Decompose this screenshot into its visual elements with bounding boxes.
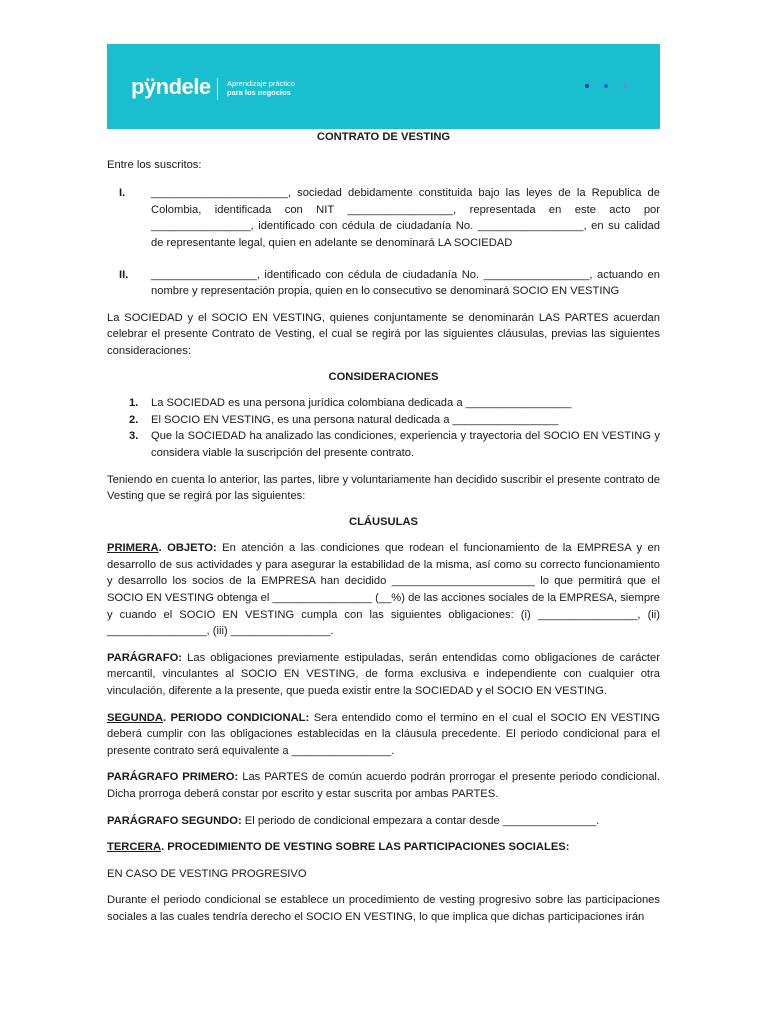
party-text: ______________________, sociedad debidamente constituida bajo las leyes de la Republica de Colombia, identificada con NIT _________________, representada en este acto por ________________, identificado con cédula de ciudadanía No. _________________, en su calidad de representante legal, quien en adelante se denominará LA SOCIEDAD	[151, 187, 660, 249]
brand-banner	[107, 44, 660, 129]
whereas-paragraph: Teniendo en cuenta lo anterior, las partes, libre y voluntariamente han decidido suscribir el presente contrato de Vesting que se regirá por las siguientes:	[107, 473, 660, 503]
contract-document	[107, 129, 660, 926]
clause-subtitle: . PERIODO CONDICIONAL:	[162, 711, 310, 724]
decorative-dot-icon	[623, 84, 627, 88]
clause-label: TERCERA	[107, 841, 162, 854]
tagline	[227, 79, 295, 97]
paragraph-first	[107, 769, 660, 802]
clause-third	[107, 839, 660, 856]
paragraph-label: PARÁGRAFO SEGUNDO:	[107, 814, 242, 827]
paragraph-text: El periodo de condicional empezara a contar desde _______________.	[241, 814, 600, 827]
party-number: I.	[119, 187, 126, 200]
list-item	[107, 412, 660, 429]
list-item	[107, 428, 660, 461]
clause-text: En atención a las condiciones que rodean el funcionamiento de la EMPRESA y en desarrollo de sus actividades y para asegurar la estabilidad de la misma, así como su correcto funcionamiento y desarrollo los socios de la EMPRESA han decidido _______________________ lo que permitirá que el SOCIO EN VESTING obtenga el ________________ (__%) de las acciones sociales de la EMPRESA, siempre y cuando el SOCIO EN VESTING cumpla con las siguientes obligaciones: (i) ________________, (ii) ________________, (iii) ________________.	[107, 542, 660, 638]
paragraph-clause	[107, 650, 660, 700]
party-text: _________________, identificado con cédula de ciudadanía No. _________________, actuando en nombre y representación propia, quien en lo consecutivo se denominará SOCIO EN VESTING	[151, 268, 660, 298]
clause-second	[107, 710, 660, 760]
paragraph-second	[107, 813, 660, 830]
document-title: CONTRATO DE VESTING	[316, 131, 451, 143]
considerations-heading: CONSIDERACIONES	[328, 370, 439, 383]
list-number: 3.	[129, 430, 139, 443]
party-item	[107, 267, 660, 300]
paragraph-label: PARÁGRAFO PRIMERO:	[107, 771, 239, 784]
tagline-line-2: para los negocios	[227, 88, 291, 97]
decorative-dot-icon	[585, 84, 589, 88]
paragraph-text: Las PARTES de común acuerdo podrán prorrogar el presente periodo condicional. Dicha prorroga deberá constar por escrito y estar suscrita por ambas PARTES.	[107, 771, 661, 800]
paragraph-label: PARÁGRAFO:	[107, 651, 182, 664]
intro-text: Entre los suscritos:	[107, 158, 202, 171]
paragraph-text: Las obligaciones previamente estipuladas, serán entendidas como obligaciones de carácter mercantil, vinculantes al SOCIO EN VESTING, de forma exclusiva e independiente con cualquier otra vinculación, diferente a la presente, que pueda existir entre la SOCIEDAD y el SOCIO EN VESTING.	[107, 651, 660, 698]
clause-label: SEGUNDA	[107, 711, 163, 724]
progressive-vesting-heading: EN CASO DE VESTING PROGRESIVO	[107, 867, 307, 880]
clause-subtitle: . PROCEDIMIENTO DE VESTING SOBRE LAS PARTICIPACIONES SOCIALES:	[161, 841, 570, 854]
clause-subtitle: . OBJETO:	[158, 542, 217, 555]
list-item	[107, 395, 660, 412]
clause-label: PRIMERA	[107, 542, 159, 555]
party-number: II.	[119, 268, 129, 281]
progressive-vesting-paragraph: Durante el periodo condicional se establece un procedimiento de vesting progresivo sobre las participaciones sociales a las cuales tendría derecho el SOCIO EN VESTING, lo que implica que dichas participaciones irán	[107, 894, 660, 923]
list-text: Que la SOCIEDAD ha analizado las condiciones, experiencia y trayectoria del SOCIO EN VESTING y considera viable la suscripción del presente contrato.	[151, 430, 660, 459]
list-number: 2.	[129, 413, 139, 426]
list-text: El SOCIO EN VESTING, es una persona natural dedicada a _________________	[151, 413, 559, 426]
party-item	[107, 185, 660, 251]
tagline-line-1: Aprendizaje práctico	[227, 79, 295, 88]
clause-first	[107, 540, 660, 640]
list-text: La SOCIEDAD es una persona jurídica colombiana dedicada a _________________	[151, 397, 572, 410]
considerations-list	[107, 395, 660, 461]
clauses-heading: CLÁUSULAS	[349, 515, 418, 528]
pyndele-logo: pÿndele	[131, 74, 211, 99]
decorative-dot-icon	[604, 84, 608, 88]
clause-text: Sera entendido como el termino en el cual el SOCIO EN VESTING deberá cumplir con las obligaciones establecidas en la cláusula precedente. El periodo condicional para el presente contrato será equivalente a ________________.	[107, 711, 660, 757]
parties-paragraph: La SOCIEDAD y el SOCIO EN VESTING, quienes conjuntamente se denominarán LAS PARTES acuerdan celebrar el presente Contrato de Vesting, el cual se regirá por las siguientes cláusulas, previas las siguientes consideraciones:	[107, 311, 660, 357]
logo-divider	[217, 78, 218, 100]
list-number: 1.	[129, 397, 139, 410]
